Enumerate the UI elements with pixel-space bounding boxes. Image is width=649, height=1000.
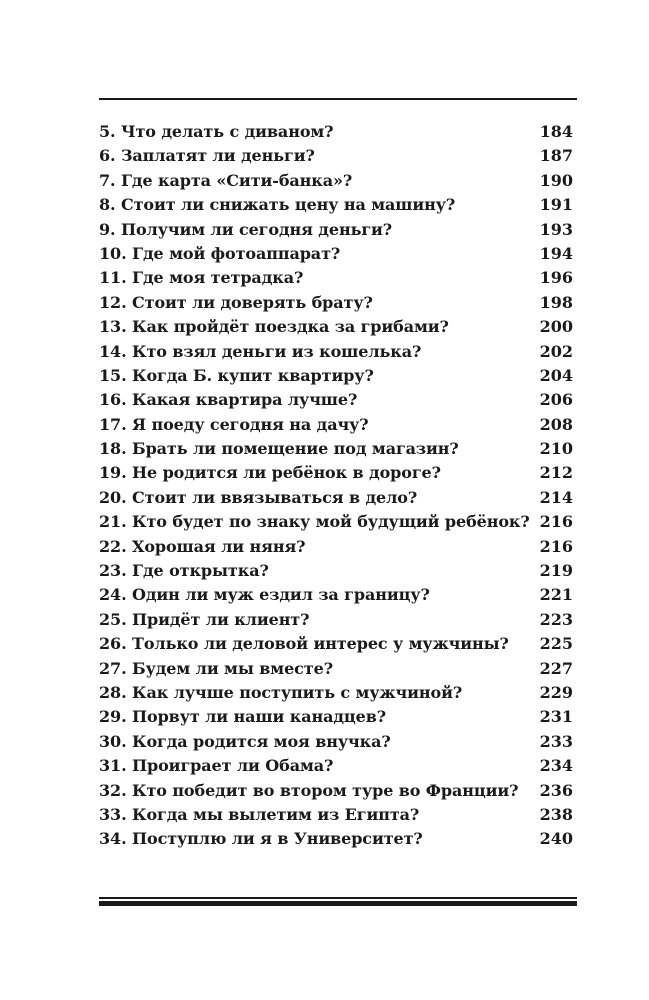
toc-entry-title: 15. Когда Б. купит квартиру? (99, 365, 374, 385)
toc-entry-title: 19. Не родится ли ребёнок в дороге? (99, 463, 441, 483)
toc-entry (99, 120, 577, 144)
toc-entry-title: 23. Где открытка? (99, 561, 269, 581)
toc-entry-title: 7. Где карта «Сити-банка»? (99, 170, 353, 190)
toc-entry (99, 486, 577, 510)
toc-entry-title: 25. Придёт ли клиент? (99, 609, 310, 629)
toc-entry-title: 33. Когда мы вылетим из Египта? (99, 804, 420, 824)
toc-entry-title: 22. Хорошая ли няня? (99, 536, 306, 556)
top-rule (99, 98, 577, 100)
toc-entry-page-number: 196 (539, 268, 573, 288)
toc-entry-page-number: 194 (539, 243, 573, 263)
toc-entry (99, 583, 577, 607)
toc-entry-page-number: 190 (539, 170, 573, 190)
toc-entry-page-number: 198 (539, 292, 573, 312)
toc-entry-title: 34. Поступлю ли я в Университет? (99, 829, 423, 849)
toc-entry-page-number: 221 (539, 585, 573, 605)
toc-entry (99, 218, 577, 242)
toc-entry-page-number: 204 (539, 365, 573, 385)
toc-entry-page-number: 187 (539, 146, 573, 166)
toc-entry (99, 193, 577, 217)
toc-entry (99, 461, 577, 485)
toc-entry-title: 14. Кто взял деньги из кошелька? (99, 341, 422, 361)
toc-entry (99, 144, 577, 168)
toc-entry (99, 559, 577, 583)
toc-entry-title: 12. Стоит ли доверять брату? (99, 292, 373, 312)
toc-entry-title: 26. Только ли деловой интерес у мужчины? (99, 634, 509, 654)
toc-entry (99, 437, 577, 461)
toc-entry-title: 31. Проиграет ли Обама? (99, 756, 334, 776)
toc-entry-title: 10. Где мой фотоаппарат? (99, 243, 341, 263)
toc-entry (99, 657, 577, 681)
toc-entry (99, 632, 577, 656)
toc-entry-page-number: 227 (539, 658, 573, 678)
toc-entry (99, 169, 577, 193)
toc-entry-title: 6. Заплатят ли деньги? (99, 146, 315, 166)
toc-entry (99, 827, 577, 851)
toc-entry (99, 291, 577, 315)
toc-entry (99, 681, 577, 705)
toc-entry-title: 11. Где моя тетрадка? (99, 268, 304, 288)
table-of-contents (99, 120, 577, 852)
toc-entry-page-number: 191 (539, 195, 573, 215)
bottom-rule-thick (99, 901, 577, 906)
toc-entry-title: 16. Какая квартира лучше? (99, 390, 358, 410)
toc-entry-title: 24. Один ли муж ездил за границу? (99, 585, 430, 605)
toc-entry (99, 242, 577, 266)
toc-entry (99, 535, 577, 559)
toc-entry-page-number: 234 (539, 756, 573, 776)
toc-entry (99, 315, 577, 339)
toc-entry-page-number: 225 (539, 634, 573, 654)
toc-entry-page-number: 214 (539, 487, 573, 507)
toc-entry (99, 266, 577, 290)
toc-entry-page-number: 202 (539, 341, 573, 361)
toc-entry (99, 705, 577, 729)
toc-entry-page-number: 210 (539, 439, 573, 459)
toc-entry-page-number: 231 (539, 707, 573, 727)
toc-entry-page-number: 240 (539, 829, 573, 849)
toc-entry-title: 21. Кто будет по знаку мой будущий ребёнок? (99, 512, 530, 532)
toc-entry-page-number: 216 (539, 536, 573, 556)
toc-entry-page-number: 236 (539, 780, 573, 800)
toc-entry-page-number: 212 (539, 463, 573, 483)
toc-entry (99, 364, 577, 388)
toc-entry-title: 9. Получим ли сегодня деньги? (99, 219, 393, 239)
toc-entry-title: 20. Стоит ли ввязываться в дело? (99, 487, 418, 507)
toc-entry-page-number: 200 (539, 317, 573, 337)
bottom-rule-thin (99, 897, 577, 899)
toc-entry-page-number: 216 (539, 512, 573, 532)
toc-entry (99, 779, 577, 803)
toc-entry (99, 730, 577, 754)
toc-entry-title: 5. Что делать с диваном? (99, 122, 334, 141)
toc-entry-title: 30. Когда родится моя внучка? (99, 731, 391, 751)
toc-entry (99, 608, 577, 632)
toc-entry (99, 803, 577, 827)
toc-entry-page-number: 206 (539, 390, 573, 410)
toc-entry (99, 510, 577, 534)
toc-entry (99, 413, 577, 437)
toc-entry-title: 18. Брать ли помещение под магазин? (99, 439, 459, 459)
toc-entry (99, 340, 577, 364)
toc-entry-page-number: 193 (539, 219, 573, 239)
toc-entry-title: 27. Будем ли мы вместе? (99, 658, 333, 678)
toc-entry-page-number: 219 (539, 561, 573, 581)
toc-entry-title: 29. Порвут ли наши канадцев? (99, 707, 387, 727)
toc-entry (99, 754, 577, 778)
toc-entry-page-number: 229 (539, 682, 573, 702)
toc-entry-page-number: 208 (539, 414, 573, 434)
toc-entry-title: 32. Кто победит во втором туре во Франции? (99, 780, 519, 800)
toc-entry-title: 8. Стоит ли снижать цену на машину? (99, 195, 456, 215)
toc-entry (99, 388, 577, 412)
toc-entry-page-number: 223 (539, 609, 573, 629)
toc-entry-title: 17. Я поеду сегодня на дачу? (99, 414, 369, 434)
toc-entry-page-number: 233 (539, 731, 573, 751)
toc-entry-title: 28. Как лучше поступить с мужчиной? (99, 682, 463, 702)
toc-entry-title: 13. Как пройдёт поездка за грибами? (99, 317, 449, 337)
toc-entry-page-number: 184 (539, 122, 573, 141)
toc-entry-page-number: 238 (539, 804, 573, 824)
